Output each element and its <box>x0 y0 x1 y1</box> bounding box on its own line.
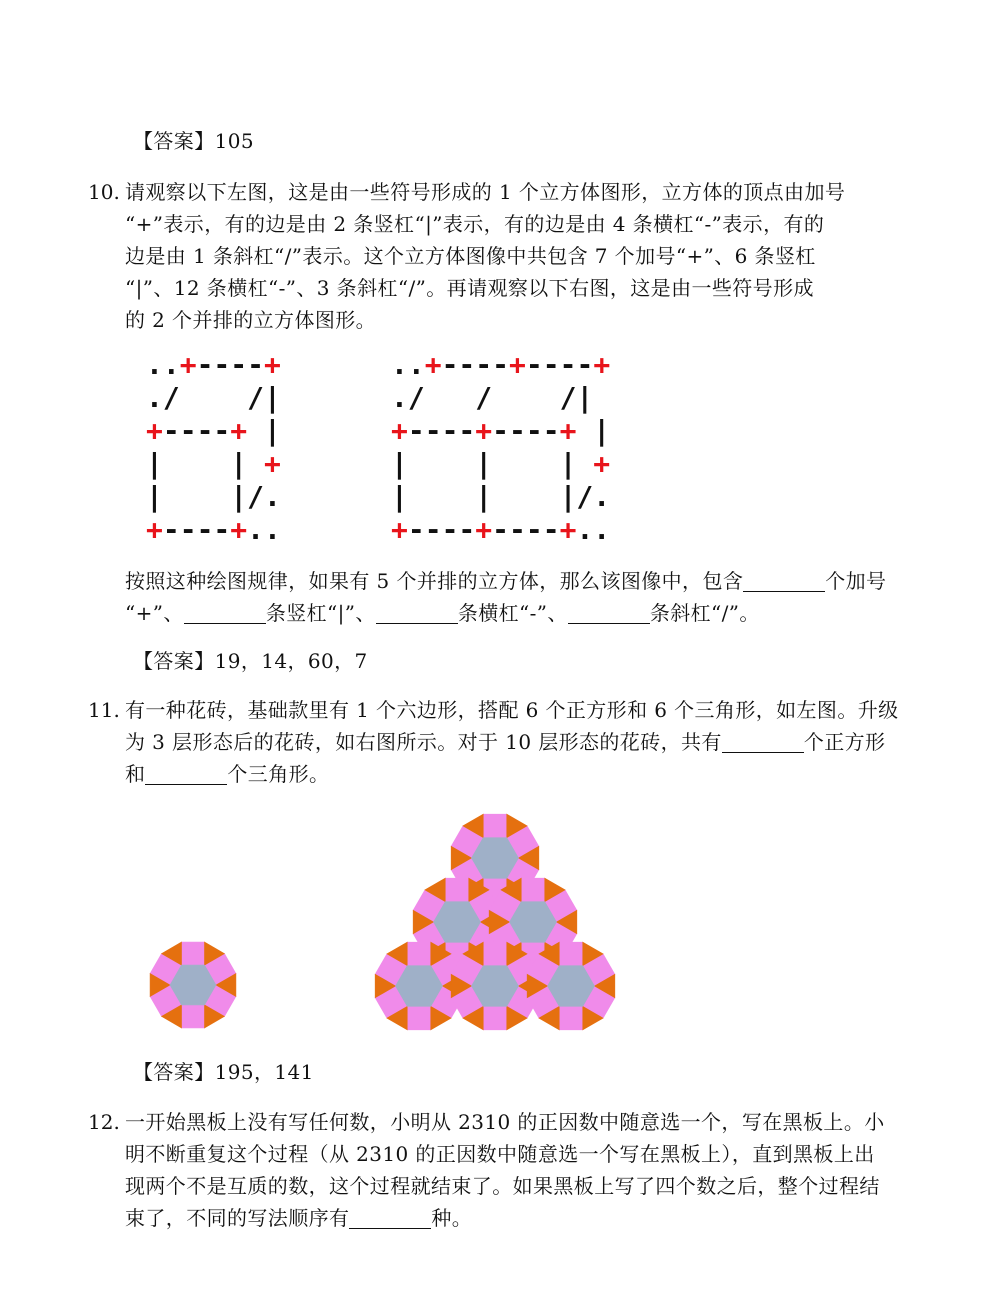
square-tile <box>407 942 431 966</box>
q11-line-2: 为 3 层形态后的花砖，如右图所示。对于 10 层形态的花砖，共有 个正方形 <box>125 730 886 754</box>
q10-line-4: “|”、12 条横杠“-”、3 条斜杠“/”。再请观察以下右图，这是由一些符号形成 <box>125 276 814 300</box>
ascii-segment: ---- <box>525 348 594 381</box>
square-tile <box>559 942 583 966</box>
plus-vertex: + <box>391 513 408 546</box>
ascii-row <box>146 381 281 414</box>
square-tile <box>483 1006 507 1030</box>
ascii-row <box>391 447 610 480</box>
ascii-segment: ---- <box>407 414 476 447</box>
answer-value: 195，141 <box>214 1060 314 1084</box>
plus-vertex: + <box>475 414 493 447</box>
q9-answer <box>133 126 254 156</box>
ascii-row <box>391 480 610 513</box>
answer-blank[interactable] <box>184 601 266 624</box>
ascii-segment: .. <box>146 348 180 381</box>
plus-vertex: + <box>146 414 163 447</box>
ascii-row <box>146 480 281 513</box>
square-tile <box>559 1006 583 1030</box>
square-tile <box>182 942 205 965</box>
plus-vertex: + <box>146 513 163 546</box>
ascii-segment: | | |/. <box>391 480 611 513</box>
answer-blank[interactable] <box>743 569 825 592</box>
ascii-segment: .. <box>247 513 281 546</box>
answer-blank[interactable] <box>722 730 804 753</box>
ascii-row <box>391 513 610 546</box>
square-tile <box>407 1006 431 1030</box>
q10-line-2: “+”表示，有的边是由 2 条竖杠“|”表示，有的边是由 4 条横杠“-”表示，有的 <box>125 212 825 236</box>
answer-label: 【答案】 <box>133 129 215 153</box>
double-cube-ascii-figure <box>391 348 610 546</box>
square-tile <box>182 1005 205 1028</box>
q10-line-5: 的 2 个并排的立方体图形。 <box>125 308 377 332</box>
ascii-segment: ./ / /| <box>391 381 594 414</box>
ascii-row <box>391 348 610 381</box>
ascii-row <box>391 414 610 447</box>
q12-line-2: 明不断重复这个过程（从 2310 的正因数中随意选一个写在黑板上），直到黑板上出 <box>125 1142 875 1166</box>
ascii-row <box>146 348 281 381</box>
ascii-row <box>391 381 610 414</box>
answer-blank[interactable] <box>568 601 650 624</box>
question-number-12: 12. <box>88 1110 120 1134</box>
square-tile <box>483 942 507 966</box>
plus-vertex: + <box>593 348 611 381</box>
q11-answer <box>133 1057 314 1087</box>
plus-vertex: + <box>179 348 197 381</box>
square-tile <box>521 878 545 902</box>
question-number-11: 11. <box>88 698 120 722</box>
plus-vertex: + <box>264 447 281 480</box>
ascii-segment: | <box>247 414 281 447</box>
ascii-segment: .. <box>576 513 611 546</box>
ascii-segment: ---- <box>196 348 265 381</box>
plus-vertex: + <box>230 414 248 447</box>
q12-line-1: 一开始黑板上没有写任何数，小明从 2310 的正因数中随意选一个，写在黑板上。小 <box>125 1110 885 1134</box>
q12-line-3: 现两个不是互质的数，这个过程就结束了。如果黑板上写了四个数之后，整个过程结 <box>125 1174 880 1198</box>
tile-figures <box>0 800 999 1060</box>
plus-vertex: + <box>230 513 248 546</box>
q10-answer <box>133 646 368 676</box>
answer-blank[interactable] <box>145 762 227 785</box>
ascii-segment: | <box>576 414 611 447</box>
ascii-segment: ---- <box>162 513 231 546</box>
plus-vertex: + <box>475 513 493 546</box>
ascii-segment: .. <box>391 348 425 381</box>
q11-line-1: 有一种花砖，基础款里有 1 个六边形，搭配 6 个正方形和 6 个三角形，如左图。升级 <box>125 698 899 722</box>
answer-value: 105 <box>214 129 254 153</box>
ascii-row <box>146 414 281 447</box>
ascii-segment: ./ /| <box>146 381 281 414</box>
q10-line-1: 请观察以下左图，这是由一些符号形成的 1 个立方体图形，立方体的顶点由加号 <box>125 180 846 204</box>
plus-vertex: + <box>559 513 577 546</box>
answer-label: 【答案】 <box>133 649 215 673</box>
question-number-10: 10. <box>88 180 120 204</box>
ascii-segment: ---- <box>492 513 560 546</box>
plus-vertex: + <box>424 348 442 381</box>
plus-vertex: + <box>264 348 281 381</box>
square-tile <box>483 814 507 838</box>
ascii-segment: ---- <box>162 414 231 447</box>
plus-vertex: + <box>391 414 408 447</box>
q10-question-line-2: “+”、 条竖杠“|”、 条横杠“-”、 条斜杠“/”。 <box>125 601 760 625</box>
single-cube-ascii-figure <box>146 348 281 546</box>
ascii-segment: | | <box>146 447 265 480</box>
ascii-segment: ---- <box>407 513 476 546</box>
ascii-segment: | |/. <box>146 480 281 513</box>
q11-line-3: 和 个三角形。 <box>125 762 330 786</box>
ascii-segment: ---- <box>441 348 510 381</box>
answer-label: 【答案】 <box>133 1060 215 1084</box>
answer-blank[interactable] <box>376 601 458 624</box>
ascii-row <box>146 513 281 546</box>
answer-value: 19，14，60，7 <box>214 649 368 673</box>
square-tile <box>445 878 469 902</box>
plus-vertex: + <box>509 348 526 381</box>
q10-line-3: 边是由 1 条斜杠“/”表示。这个立方体图像中共包含 7 个加号“+”、6 条竖杠 <box>125 244 816 268</box>
answer-blank[interactable] <box>349 1206 431 1229</box>
ascii-segment: ---- <box>492 414 560 447</box>
ascii-segment: | | | <box>391 447 594 480</box>
plus-vertex: + <box>559 414 577 447</box>
q12-line-4: 束了，不同的写法顺序有 种。 <box>125 1206 473 1230</box>
ascii-row <box>146 447 281 480</box>
q10-question-line-1: 按照这种绘图规律，如果有 5 个并排的立方体，那么该图像中，包含 个加号 <box>125 569 887 593</box>
plus-vertex: + <box>593 447 611 480</box>
